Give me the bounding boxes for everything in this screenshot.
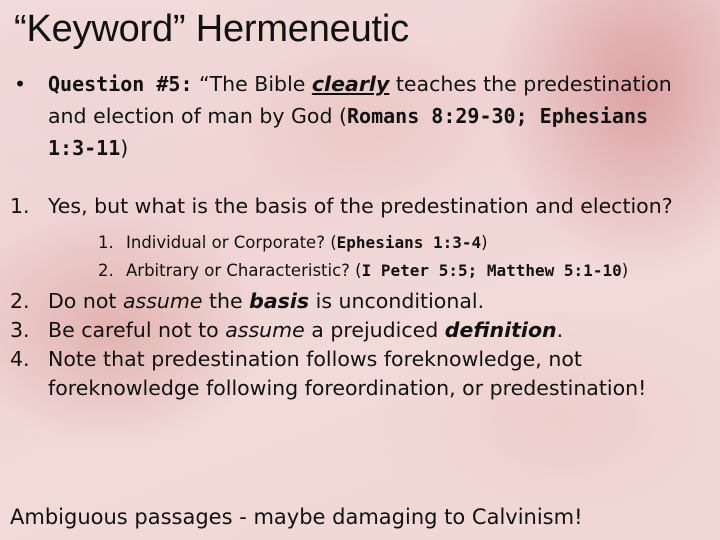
question-bullet xyxy=(14,68,704,164)
question-label: Question #5: xyxy=(48,72,193,96)
list-number: 3. xyxy=(10,318,30,342)
footer-text: Ambiguous passages - maybe damaging to Calvinism! xyxy=(10,505,583,529)
sub-item-1 xyxy=(48,229,710,257)
list-item-2 xyxy=(0,287,710,316)
text-bold-italic: basis xyxy=(249,289,310,313)
question-text-before: “The Bible xyxy=(199,72,306,96)
list-number: 2. xyxy=(10,289,30,313)
sub-item-ref: I Peter 5:5; Matthew 5:1-10 xyxy=(361,261,622,280)
sub-item-ref: Ephesians 1:3-4 xyxy=(336,233,482,252)
sub-list xyxy=(48,221,710,287)
sub-number: 1. xyxy=(98,233,114,252)
list-item-text: Note that predestination follows foreknowledge, not foreknowledge following foreordination, or predestination! xyxy=(48,347,647,400)
list-item-text: Yes, but what is the basis of the predestination and election? xyxy=(48,194,673,218)
sub-item-close: ) xyxy=(481,233,488,252)
sub-item-text: Arbitrary or Characteristic? ( xyxy=(126,261,362,280)
list-item-1 xyxy=(0,192,710,287)
text-part: Do not xyxy=(48,289,117,313)
list-number: 4. xyxy=(10,347,30,371)
text-italic: assume xyxy=(122,289,203,313)
sub-number: 2. xyxy=(98,261,114,280)
question-text xyxy=(48,68,704,164)
text-bold-italic: definition xyxy=(444,318,557,342)
numbered-list xyxy=(0,192,710,403)
sub-item-2 xyxy=(48,257,710,285)
text-part: Be careful not to xyxy=(48,318,219,342)
list-item-3 xyxy=(0,316,710,345)
question-refs: Romans 8:29-30; Ephesians 1:3-11 xyxy=(48,104,649,160)
text-italic: assume xyxy=(225,318,305,342)
text-part: . xyxy=(556,318,564,342)
slide-title: “Keyword” Hermeneutic xyxy=(14,8,409,50)
question-emphasis: clearly xyxy=(311,72,390,96)
text-part: the xyxy=(208,289,243,313)
list-number: 1. xyxy=(10,194,30,218)
list-item-4 xyxy=(0,345,710,403)
question-close: ) xyxy=(120,136,129,160)
question-text-after: teaches the predestination and election of man by God ( xyxy=(48,72,672,128)
text-part: is unconditional. xyxy=(315,289,485,313)
bullet-dot: • xyxy=(14,72,27,96)
sub-item-close: ) xyxy=(621,261,629,280)
text-part: a prejudiced xyxy=(311,318,439,342)
sub-item-text: Individual or Corporate? ( xyxy=(126,233,337,252)
